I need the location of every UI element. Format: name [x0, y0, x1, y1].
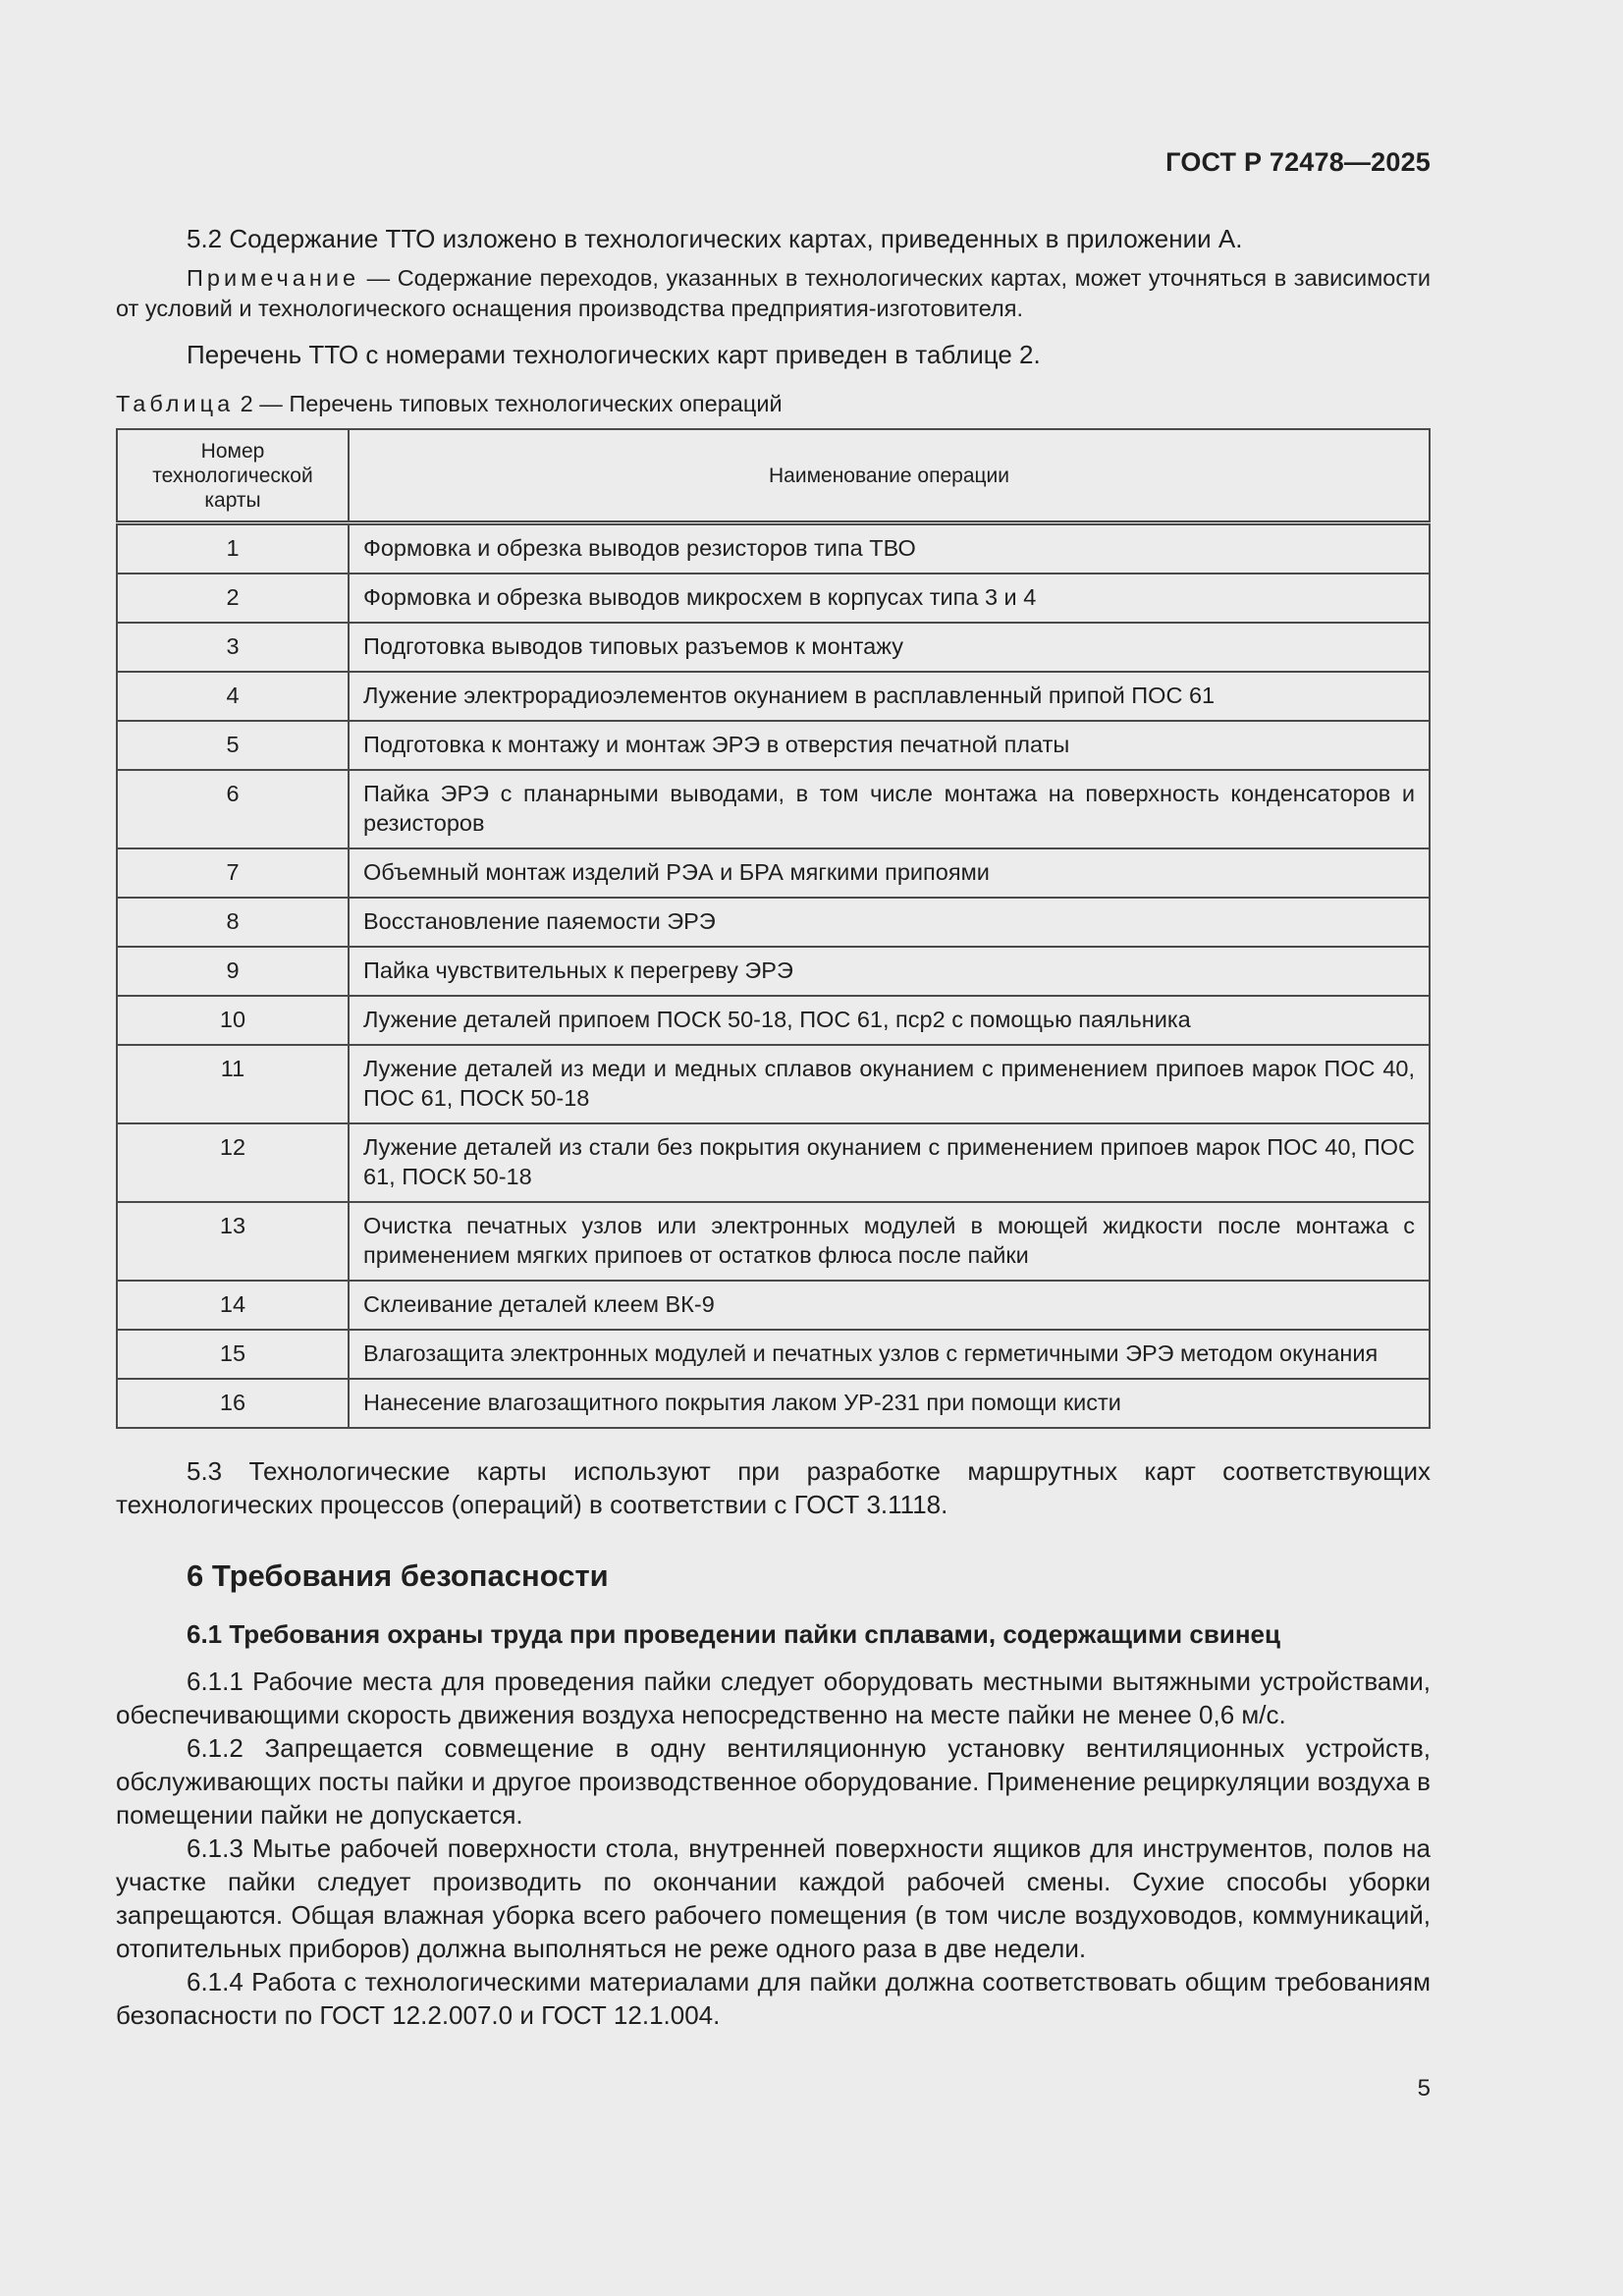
paragraph-6-1-4: 6.1.4 Работа с технологическими материалами для пайки должна соответствовать общим требованиям безопасности по ГОСТ 12.2.007.0 и ГОСТ 12.1.004.	[116, 1967, 1431, 2030]
operation-name-cell: Склеивание деталей клеем ВК-9	[349, 1281, 1430, 1330]
table-row	[117, 672, 1430, 721]
table-body	[117, 523, 1430, 1429]
paragraph-6-1-3: 6.1.3 Мытье рабочей поверхности стола, внутренней поверхности ящиков для инструментов, полов на участке пайки следует производить по окончании каждой рабочей смены. Сухие способы уборки запрещаются. Общая влажная уборка всего рабочего помещения (в том числе воздуховодов, коммуникаций, отопительных приборов) должна выполняться не реже одного раза в две недели.	[116, 1833, 1431, 1963]
operations-table	[116, 428, 1431, 1429]
note	[116, 263, 1431, 324]
operation-name-cell: Пайка ЭРЭ с планарными выводами, в том числе монтажа на поверхность конденсаторов и резисторов	[349, 770, 1430, 848]
paragraph-table-ref: Перечень ТТО с номерами технологических карт приведен в таблице 2.	[187, 340, 1041, 369]
page-content	[116, 222, 1431, 2032]
paragraph-6-1-1: 6.1.1 Рабочие места для проведения пайки следует оборудовать местными вытяжными устройствами, обеспечивающими скорость движения воздуха непосредственно на месте пайки не менее 0,6 м/с.	[116, 1667, 1431, 1729]
document-header: ГОСТ Р 72478—2025	[1165, 147, 1431, 177]
operation-name-cell: Объемный монтаж изделий РЭА и БРА мягкими припоями	[349, 848, 1430, 898]
operation-name-cell: Подготовка к монтажу и монтаж ЭРЭ в отверстия печатной платы	[349, 721, 1430, 770]
operation-name-cell: Лужение деталей из меди и медных сплавов окунанием с применением припоев марок ПОС 40, ПОС 61, ПОСК 50-18	[349, 1045, 1430, 1123]
card-number-cell: 8	[117, 898, 349, 947]
card-number-cell: 9	[117, 947, 349, 996]
table-row	[117, 1379, 1430, 1428]
table-row	[117, 770, 1430, 848]
card-number-cell: 3	[117, 623, 349, 672]
table-row	[117, 1202, 1430, 1281]
card-number-cell: 13	[117, 1202, 349, 1281]
operation-name-cell: Влагозащита электронных модулей и печатных узлов с герметичными ЭРЭ методом окунания	[349, 1330, 1430, 1379]
card-number-cell: 4	[117, 672, 349, 721]
card-number-cell: 6	[117, 770, 349, 848]
note-text: — Содержание переходов, указанных в технологических картах, может уточняться в зависимости от условий и технологического оснащения производства предприятия-изготовителя.	[116, 265, 1431, 321]
operation-name-cell: Пайка чувствительных к перегреву ЭРЭ	[349, 947, 1430, 996]
card-number-cell: 5	[117, 721, 349, 770]
operation-name-cell: Нанесение влагозащитного покрытия лаком УР-231 при помощи кисти	[349, 1379, 1430, 1428]
table-row	[117, 898, 1430, 947]
table-row	[117, 574, 1430, 623]
card-number-cell: 12	[117, 1123, 349, 1202]
table-row	[117, 1045, 1430, 1123]
operation-name-cell: Формовка и обрезка выводов микросхем в корпусах типа 3 и 4	[349, 574, 1430, 623]
card-number-cell: 10	[117, 996, 349, 1045]
page-number: 5	[1417, 2075, 1431, 2102]
subsection-6-1-heading: 6.1 Требования охраны труда при проведении пайки сплавами, содержащими свинец	[187, 1619, 1280, 1649]
note-label: Примечание	[187, 265, 360, 291]
header-card-number: Номер технологической карты	[117, 429, 349, 523]
paragraph-5-3: 5.3 Технологические карты используют при разработке маршрутных карт соответствующих технологических процессов (операций) в соответствии с ГОСТ 3.1118.	[116, 1456, 1431, 1519]
table-caption-label: Таблица	[116, 391, 235, 416]
card-number-cell: 11	[117, 1045, 349, 1123]
table-row	[117, 947, 1430, 996]
operation-name-cell: Лужение деталей из стали без покрытия окунанием с применением припоев марок ПОС 40, ПОС 61, ПОСК 50-18	[349, 1123, 1430, 1202]
operation-name-cell: Лужение электрорадиоэлементов окунанием в расплавленный припой ПОС 61	[349, 672, 1430, 721]
table-header-row	[117, 429, 1430, 523]
table-row	[117, 1123, 1430, 1202]
card-number-cell: 15	[117, 1330, 349, 1379]
table-row	[117, 848, 1430, 898]
table-caption	[116, 389, 1431, 418]
section-6-heading: 6 Требования безопасности	[187, 1558, 609, 1593]
operation-name-cell: Подготовка выводов типовых разъемов к монтажу	[349, 623, 1430, 672]
table-row	[117, 721, 1430, 770]
card-number-cell: 7	[117, 848, 349, 898]
table-row	[117, 623, 1430, 672]
table-row	[117, 1330, 1430, 1379]
table-row	[117, 1281, 1430, 1330]
card-number-cell: 14	[117, 1281, 349, 1330]
card-number-cell: 1	[117, 523, 349, 574]
operation-name-cell: Формовка и обрезка выводов резисторов типа ТВО	[349, 523, 1430, 574]
operation-name-cell: Лужение деталей припоем ПОСК 50-18, ПОС 61, пср2 с помощью паяльника	[349, 996, 1430, 1045]
table-row	[117, 996, 1430, 1045]
operation-name-cell: Восстановление паяемости ЭРЭ	[349, 898, 1430, 947]
table-caption-text: 2 — Перечень типовых технологических операций	[234, 391, 783, 416]
header-operation-name: Наименование операции	[349, 429, 1430, 523]
table-row	[117, 523, 1430, 574]
card-number-cell: 2	[117, 574, 349, 623]
operation-name-cell: Очистка печатных узлов или электронных модулей в моющей жидкости после монтажа с применением мягких припоев от остатков флюса после пайки	[349, 1202, 1430, 1281]
paragraph-5-2: 5.2 Содержание ТТО изложено в технологических картах, приведенных в приложении А.	[187, 224, 1243, 253]
card-number-cell: 16	[117, 1379, 349, 1428]
paragraph-6-1-2: 6.1.2 Запрещается совмещение в одну вентиляционную установку вентиляционных устройств, обслуживающих посты пайки и другое производственное оборудование. Применение рециркуляции воздуха в помещении пайки не допускается.	[116, 1733, 1431, 1830]
